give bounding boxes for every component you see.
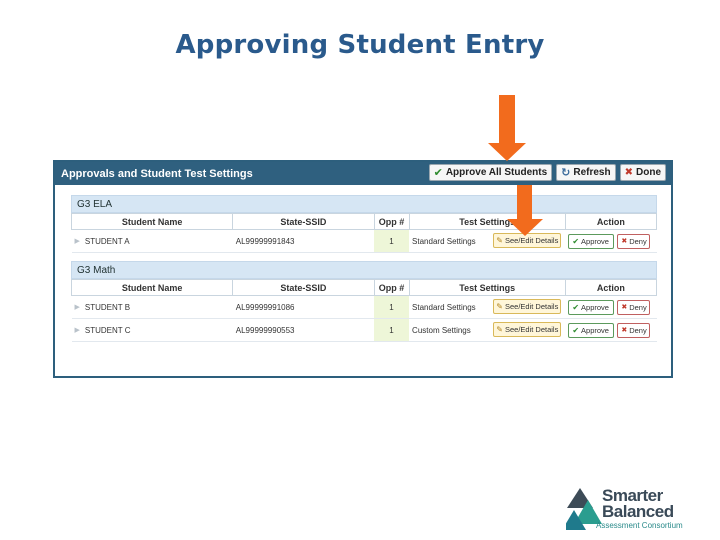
section-g3-ela <box>71 195 657 253</box>
student-ssid: AL99999991843 <box>233 230 374 253</box>
x-icon: ✖ <box>621 238 628 245</box>
student-ssid: AL99999991086 <box>233 296 374 319</box>
col-header-action: Action <box>565 280 656 296</box>
logo-line3: Assessment Consortium <box>596 521 683 530</box>
approve-label: Approve <box>581 325 609 335</box>
see-edit-label: See/Edit Details <box>504 236 559 245</box>
check-icon: ✔ <box>572 325 580 335</box>
pencil-icon: ✎ <box>496 325 503 334</box>
see-edit-details-button[interactable] <box>493 322 561 337</box>
header-buttons <box>429 164 666 181</box>
section-title: G3 Math <box>71 261 657 279</box>
panel-header <box>55 162 671 185</box>
approvals-panel <box>53 160 673 378</box>
deny-label: Deny <box>629 325 647 335</box>
deny-button[interactable] <box>617 323 650 338</box>
slide-title: Approving Student Entry <box>175 30 545 60</box>
col-header-settings: Test Settings <box>409 280 565 296</box>
approve-label: Approve <box>581 302 609 312</box>
table-row <box>72 296 657 319</box>
table-header-row <box>72 280 657 296</box>
deny-button[interactable] <box>617 234 650 249</box>
smarter-balanced-logo <box>566 486 711 532</box>
done-button[interactable] <box>620 164 666 181</box>
check-icon: ✔ <box>572 236 580 246</box>
x-icon: ✖ <box>621 327 628 334</box>
col-header-settings: Test Settings <box>409 214 565 230</box>
student-ssid: AL99999990553 <box>233 319 374 342</box>
triangle-right-icon[interactable]: ▶ <box>74 327 80 334</box>
approve-button[interactable] <box>568 234 614 249</box>
settings-value: Standard Settings <box>412 236 476 246</box>
done-label: Done <box>636 167 661 178</box>
settings-value: Standard Settings <box>412 302 476 312</box>
col-header-ssid: State-SSID <box>233 214 374 230</box>
deny-label: Deny <box>629 236 647 246</box>
logo-line1: Smarter <box>602 486 663 505</box>
check-icon: ✔ <box>572 302 580 312</box>
refresh-label: Refresh <box>573 167 611 178</box>
section-g3-math <box>71 261 657 342</box>
table-row <box>72 230 657 253</box>
col-header-action: Action <box>565 214 656 230</box>
student-name: STUDENT C <box>84 325 131 335</box>
approve-all-label: Approve All Students <box>445 167 548 178</box>
col-header-name: Student Name <box>72 280 233 296</box>
logo-line2: Balanced <box>602 502 674 521</box>
down-arrow-icon <box>507 185 543 240</box>
col-header-ssid: State-SSID <box>233 280 374 296</box>
section-title: G3 ELA <box>71 195 657 213</box>
student-opp: 1 <box>374 319 409 342</box>
deny-button[interactable] <box>617 300 650 315</box>
refresh-icon: ↻ <box>561 167 571 179</box>
approve-button[interactable] <box>568 300 614 315</box>
col-header-opp: Opp # <box>374 214 409 230</box>
triangle-right-icon[interactable]: ▶ <box>74 304 80 311</box>
approve-button[interactable] <box>568 323 614 338</box>
col-header-opp: Opp # <box>374 280 409 296</box>
students-table <box>71 279 657 342</box>
col-header-name: Student Name <box>72 214 233 230</box>
approve-all-button[interactable] <box>429 164 553 181</box>
panel-title: Approvals and Student Test Settings <box>61 167 253 180</box>
table-header-row <box>72 214 657 230</box>
table-row <box>72 319 657 342</box>
settings-value: Custom Settings <box>412 325 471 335</box>
triangle-right-icon[interactable]: ▶ <box>74 238 80 245</box>
students-table <box>71 213 657 253</box>
see-edit-label: See/Edit Details <box>504 325 559 334</box>
pencil-icon: ✎ <box>496 302 503 311</box>
x-icon: ✖ <box>624 167 633 178</box>
check-icon: ✔ <box>433 167 443 179</box>
see-edit-details-button[interactable] <box>493 299 561 314</box>
student-opp: 1 <box>374 296 409 319</box>
student-name: STUDENT A <box>84 236 130 246</box>
student-name: STUDENT B <box>84 302 131 312</box>
student-opp: 1 <box>374 230 409 253</box>
refresh-button[interactable] <box>556 164 615 181</box>
see-edit-label: See/Edit Details <box>504 302 559 311</box>
settings-cell <box>409 319 565 342</box>
down-arrow-icon <box>488 95 528 165</box>
settings-cell <box>409 296 565 319</box>
x-icon: ✖ <box>621 304 628 311</box>
pencil-icon: ✎ <box>496 236 503 245</box>
approve-label: Approve <box>581 236 609 246</box>
deny-label: Deny <box>629 302 647 312</box>
